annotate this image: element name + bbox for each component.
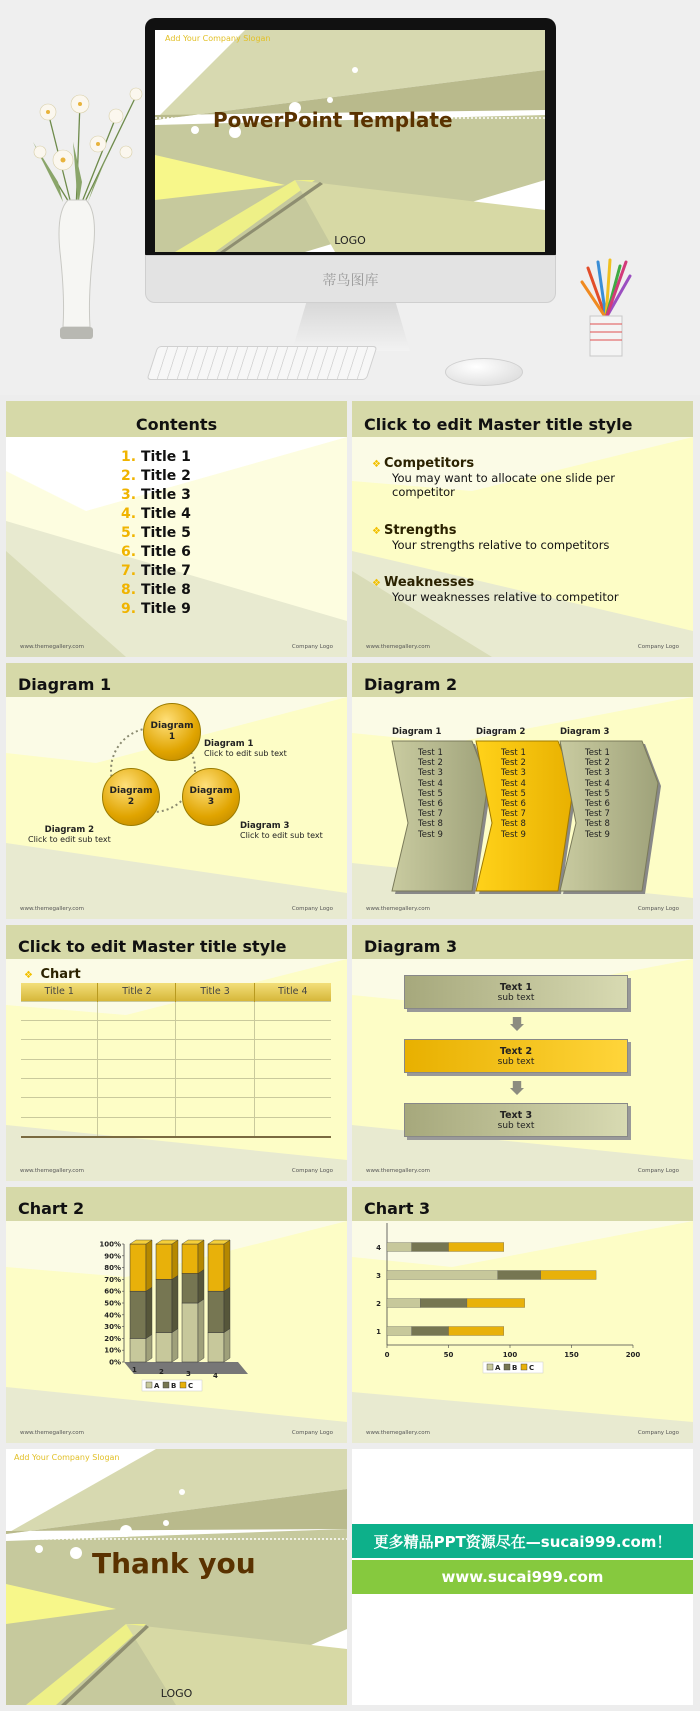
bar-segment-side (146, 1240, 152, 1291)
footer-company: Company Logo (291, 1430, 333, 1436)
contents-item[interactable]: 7. Title 7 (121, 563, 191, 579)
bar-segment (130, 1338, 146, 1362)
hero-scene (0, 0, 700, 395)
bar-segment-side (198, 1240, 204, 1274)
y-tick-label: 40% (104, 1311, 121, 1320)
y-tick-label: 10% (104, 1346, 121, 1355)
thank-you-slogan: Add Your Company Slogan (14, 1453, 120, 1462)
mouse-icon (445, 358, 523, 386)
bar-segment (182, 1274, 198, 1304)
contents-item[interactable]: 8. Title 8 (121, 582, 191, 598)
slide-title: Diagram 3 (364, 937, 458, 956)
bar-segment-side (172, 1275, 178, 1332)
footer-website: www.themegallery.com (366, 906, 431, 912)
footer-company: Company Logo (637, 1168, 679, 1174)
bullet-heading: ❖ Weaknesses (372, 575, 475, 590)
diagram-label-3: Diagram 3 Click to edit sub text (240, 821, 323, 840)
x-tick-label: 150 (564, 1351, 579, 1359)
slide-chart-3 (352, 1187, 693, 1443)
y-tick-label: 70% (104, 1275, 121, 1284)
slide-thank-you (6, 1449, 347, 1705)
bullet-body: You may want to allocate one slide per competitor (392, 471, 615, 499)
bar-segment (420, 1299, 467, 1308)
y-tick-label: 100% (99, 1240, 121, 1249)
bar-segment (467, 1299, 525, 1308)
thank-you-title: Thank you (92, 1547, 256, 1580)
y-tick-label: 0% (109, 1358, 121, 1367)
table-header: Title 1 (21, 983, 98, 1001)
legend-swatch (521, 1364, 527, 1370)
diagram-circle-3[interactable]: Diagram 3 (182, 768, 240, 826)
legend-swatch (504, 1364, 510, 1370)
monitor-caption: 蒂鸟图库 (322, 273, 379, 289)
stacked-percent-bar-chart (6, 1187, 347, 1443)
slide-master-bullets (352, 401, 693, 657)
chevron-list-2: Test 1 Test 2 Test 3 Test 4 Test 5 Test 6 Test 7 Test 8 Test 9 (501, 748, 526, 840)
y-tick-label: 80% (104, 1264, 121, 1273)
bar-segment-side (198, 1270, 204, 1304)
table-row (21, 1117, 331, 1136)
bar-segment-side (198, 1299, 204, 1362)
x-tick-label: 200 (625, 1351, 641, 1359)
bar-segment (208, 1333, 224, 1363)
x-tick-label: 50 (443, 1351, 454, 1359)
bar-segment (156, 1333, 172, 1363)
x-tick-label: 0 (384, 1351, 390, 1359)
y-tick-label: 2 (376, 1300, 381, 1308)
contents-list (121, 448, 191, 619)
y-tick-label: 1 (376, 1328, 381, 1336)
process-box-3[interactable]: Text 3 sub text (404, 1103, 628, 1137)
diagram-label-2: Diagram 2 Click to edit sub text (28, 825, 111, 844)
table-row (21, 1059, 331, 1078)
banner-url[interactable]: www.sucai999.com (352, 1560, 693, 1594)
footer-company: Company Logo (291, 1168, 333, 1174)
footer-company: Company Logo (637, 644, 679, 650)
legend-label: C (529, 1364, 535, 1372)
hero-slogan: Add Your Company Slogan (165, 34, 271, 43)
stacked-horizontal-bar-chart (352, 1187, 693, 1443)
table-row (21, 1001, 331, 1020)
contents-item[interactable]: 2. Title 2 (121, 468, 191, 484)
y-tick-label: 20% (104, 1334, 121, 1343)
bullet-body: Your weaknesses relative to competitor (392, 590, 619, 604)
footer-company: Company Logo (291, 906, 333, 912)
x-tick-label: 3 (186, 1370, 191, 1378)
bar-segment (208, 1244, 224, 1291)
contents-item[interactable]: 6. Title 6 (121, 544, 191, 560)
hero-background-shapes (155, 30, 545, 252)
bar-segment (387, 1271, 498, 1280)
y-tick-label: 90% (104, 1252, 121, 1261)
bar-segment (498, 1271, 541, 1280)
bar-segment-side (146, 1287, 152, 1338)
diamond-bullet-icon: ❖ (24, 970, 33, 981)
chevron-heading-1: Diagram 1 (392, 727, 442, 737)
x-tick-label: 2 (159, 1368, 164, 1376)
slide-diagram-2 (352, 663, 693, 919)
diagram-label-1: Diagram 1 Click to edit sub text (204, 739, 287, 758)
footer-website: www.themegallery.com (366, 644, 431, 650)
bullet-block (372, 456, 687, 499)
footer-company: Company Logo (637, 1430, 679, 1436)
legend-label: B (512, 1364, 518, 1372)
monitor-stand (292, 303, 410, 351)
diagram-circle-1[interactable]: Diagram 1 (143, 703, 201, 761)
flower-vase-icon (18, 82, 153, 367)
bullet-heading: ❖ Strengths (372, 523, 457, 538)
slide-title: Chart 3 (364, 1199, 431, 1218)
pencil-cup-icon (576, 258, 636, 368)
bar-segment (387, 1299, 420, 1308)
contents-item[interactable]: 4. Title 4 (121, 506, 191, 522)
chevron-list-1: Test 1 Test 2 Test 3 Test 4 Test 5 Test 6 Test 7 Test 8 Test 9 (418, 748, 443, 840)
diagram-circle-2[interactable]: Diagram 2 (102, 768, 160, 826)
bullet-body: Your strengths relative to competitors (392, 538, 610, 552)
chevron-list-3: Test 1 Test 2 Test 3 Test 4 Test 5 Test 6 Test 7 Test 8 Test 9 (585, 748, 610, 840)
slide-title: Diagram 1 (18, 675, 112, 694)
diamond-bullet-icon: ❖ (372, 578, 381, 589)
table-row (21, 1040, 331, 1059)
footer-website: www.themegallery.com (20, 644, 85, 650)
legend-swatch (163, 1382, 169, 1388)
y-tick-label: 30% (104, 1323, 121, 1332)
bar-segment (182, 1244, 198, 1274)
y-tick-label: 4 (376, 1244, 381, 1252)
bar-segment (387, 1327, 412, 1336)
bar-segment-side (224, 1240, 230, 1291)
bar-segment (156, 1279, 172, 1332)
data-table (21, 983, 331, 1138)
bar-segment (387, 1243, 412, 1252)
x-tick-label: 4 (213, 1372, 218, 1380)
table-row (21, 1079, 331, 1098)
contents-item[interactable]: 9. Title 9 (121, 601, 191, 617)
slide-diagram-3 (352, 925, 693, 1181)
x-tick-label: 1 (132, 1366, 137, 1374)
table-header: Title 4 (254, 983, 331, 1001)
contents-item[interactable]: 5. Title 5 (121, 525, 191, 541)
process-box-2[interactable]: Text 2 sub text (404, 1039, 628, 1073)
bar-segment (412, 1327, 449, 1336)
cycle-dotted-ring (6, 663, 347, 919)
slide-contents (6, 401, 347, 657)
chart-label: ❖ Chart (24, 967, 81, 982)
contents-item[interactable]: 1. Title 1 (121, 449, 191, 465)
table-header: Title 2 (98, 983, 176, 1001)
legend-label: B (171, 1382, 177, 1390)
bar-segment (156, 1244, 172, 1279)
table-row (21, 1020, 331, 1039)
bar-segment-side (172, 1240, 178, 1279)
y-tick-label: 50% (104, 1299, 121, 1308)
thank-you-logo: LOGO (160, 1687, 193, 1700)
contents-item[interactable]: 3. Title 3 (121, 487, 191, 503)
bar-segment (130, 1244, 146, 1291)
keyboard-icon (146, 346, 377, 380)
hero-screen (155, 30, 545, 252)
footer-website: www.themegallery.com (366, 1430, 431, 1436)
bar-segment (449, 1327, 504, 1336)
process-box-1[interactable]: Text 1 sub text (404, 975, 628, 1009)
y-tick-label: 60% (104, 1287, 121, 1296)
slide-title: Diagram 2 (364, 675, 458, 694)
chevron-heading-3: Diagram 3 (560, 727, 610, 737)
bar-segment-side (224, 1287, 230, 1332)
footer-website: www.themegallery.com (20, 906, 85, 912)
footer-website: www.themegallery.com (20, 1168, 85, 1174)
bar-segment (182, 1303, 198, 1362)
slide-title: Chart 2 (18, 1199, 85, 1218)
bar-segment-side (224, 1329, 230, 1363)
bar-segment (449, 1243, 504, 1252)
diamond-bullet-icon: ❖ (372, 459, 381, 470)
bar-segment (412, 1243, 449, 1252)
bar-segment-side (172, 1329, 178, 1363)
legend-label: A (154, 1382, 160, 1390)
chevron-heading-2: Diagram 2 (476, 727, 526, 737)
footer-company: Company Logo (637, 906, 679, 912)
legend-label: C (188, 1382, 194, 1390)
legend-swatch (487, 1364, 493, 1370)
bar-segment (130, 1291, 146, 1338)
bullet-block (372, 575, 687, 604)
slide-diagram-1 (6, 663, 347, 919)
bar-segment (541, 1271, 596, 1280)
slide-title: Click to edit Master title style (18, 937, 287, 956)
hero-logo: LOGO (334, 234, 366, 247)
legend-swatch (180, 1382, 186, 1388)
hero-title: PowerPoint Template (213, 108, 453, 132)
footer-website: www.themegallery.com (366, 1168, 431, 1174)
slide-title: Click to edit Master title style (364, 415, 633, 434)
table-row (21, 1098, 331, 1117)
bar-segment (208, 1291, 224, 1332)
legend-label: A (495, 1364, 501, 1372)
bar-segment-side (146, 1334, 152, 1362)
diamond-bullet-icon: ❖ (372, 526, 381, 537)
banner-promo[interactable]: 更多精品PPT资源尽在—sucai999.com！ (352, 1524, 693, 1558)
slide-title: Contents (135, 415, 218, 434)
bullet-heading: ❖ Competitors (372, 456, 475, 471)
legend-swatch (146, 1382, 152, 1388)
footer-website: www.themegallery.com (20, 1430, 85, 1436)
footer-company: Company Logo (291, 644, 333, 650)
table-header: Title 3 (176, 983, 254, 1001)
x-tick-label: 100 (502, 1351, 518, 1359)
slide-table (6, 925, 347, 1181)
slide-chart-2 (6, 1187, 347, 1443)
bullet-block (372, 523, 687, 552)
y-tick-label: 3 (376, 1272, 381, 1280)
